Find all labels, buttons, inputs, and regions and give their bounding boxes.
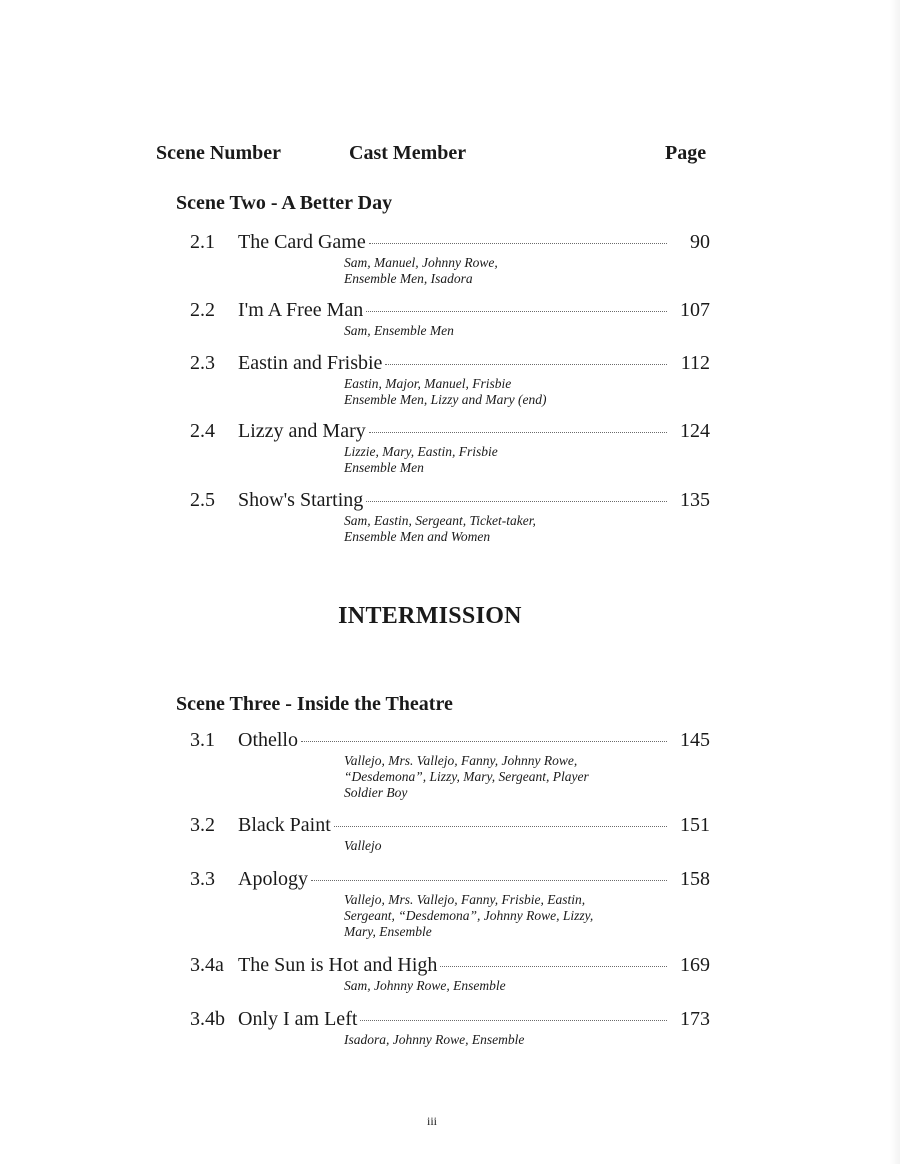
scene-title: Othello [238, 729, 298, 751]
scene-number: 2.5 [190, 489, 215, 511]
scene-title: Black Paint [238, 814, 331, 836]
scene-number: 2.3 [190, 352, 215, 374]
page-number: 151 [680, 814, 710, 836]
toc-entry [190, 953, 710, 994]
scene-title: Only I am Left [238, 1008, 358, 1030]
toc-entry [190, 298, 710, 339]
cast-line: Sergeant, “Desdemona”, Johnny Rowe, Lizzy, [344, 908, 594, 923]
toc-entry [190, 1007, 710, 1048]
dot-leader [440, 966, 667, 967]
scene-title: I'm A Free Man [238, 299, 364, 321]
cast-line: Vallejo [344, 838, 382, 853]
cast-line: Sam, Ensemble Men [344, 323, 454, 338]
page-number: 107 [680, 299, 710, 321]
dot-leader [360, 1020, 667, 1021]
cast-line: Isadora, Johnny Rowe, Ensemble [344, 1032, 525, 1047]
page-number: 112 [680, 352, 710, 374]
scene-number: 3.1 [190, 729, 215, 751]
cast-line: Sam, Johnny Rowe, Ensemble [344, 978, 506, 993]
page-number: 158 [680, 868, 710, 890]
cast-list [344, 838, 644, 854]
dot-leader [366, 501, 667, 502]
cast-line: Soldier Boy [344, 785, 408, 800]
scene-number: 3.4b [190, 1008, 225, 1030]
toc-entry [190, 351, 710, 408]
scene-number: 2.4 [190, 420, 215, 442]
scene-number: 2.1 [190, 231, 215, 253]
cast-line: Sam, Eastin, Sergeant, Ticket-taker, [344, 513, 536, 528]
toc-entry [190, 813, 710, 854]
scene-number: 3.3 [190, 868, 215, 890]
dot-leader [366, 311, 667, 312]
scene-title: Lizzy and Mary [238, 420, 366, 442]
header-scene-number: Scene Number [156, 142, 281, 164]
cast-list [344, 255, 644, 287]
dot-leader [369, 432, 667, 433]
cast-list [344, 323, 644, 339]
scene-title: The Sun is Hot and High [238, 954, 438, 976]
page-number: 169 [680, 954, 710, 976]
toc-entry [190, 488, 710, 545]
cast-line: Vallejo, Mrs. Vallejo, Fanny, Johnny Rowe, [344, 753, 578, 768]
scene-title: Show's Starting [238, 489, 364, 511]
cast-list [344, 376, 644, 408]
toc-entry [190, 867, 710, 940]
dot-leader [369, 243, 667, 244]
cast-list [344, 892, 644, 940]
page-number: 124 [680, 420, 710, 442]
cast-line: Ensemble Men [344, 460, 424, 475]
scene-number: 3.4a [190, 954, 224, 976]
section-title-scene-two: Scene Two - A Better Day [176, 192, 393, 214]
scene-title: Eastin and Frisbie [238, 352, 383, 374]
dot-leader [301, 741, 667, 742]
section-title-scene-three: Scene Three - Inside the Theatre [176, 693, 453, 715]
intermission-heading: INTERMISSION [338, 603, 522, 629]
page-edge-shadow [890, 0, 900, 1164]
scene-title: The Card Game [238, 231, 366, 253]
cast-line: Ensemble Men and Women [344, 529, 491, 544]
toc-entry [190, 419, 710, 476]
header-page: Page [665, 142, 707, 164]
cast-line: Lizzie, Mary, Eastin, Frisbie [344, 444, 498, 459]
dot-leader [334, 826, 667, 827]
cast-list [344, 1032, 644, 1048]
scene-number: 3.2 [190, 814, 215, 836]
cast-line: “Desdemona”, Lizzy, Mary, Sergeant, Player [344, 769, 589, 784]
cast-list [344, 513, 644, 545]
scene-title: Apology [238, 868, 308, 890]
cast-list [344, 444, 644, 476]
cast-list [344, 753, 644, 801]
cast-list [344, 978, 644, 994]
page-folio: iii [426, 1114, 437, 1128]
header-cast-member: Cast Member [349, 142, 467, 164]
toc-entry [190, 728, 710, 801]
toc-entry [190, 230, 710, 287]
page-number: 145 [680, 729, 710, 751]
dot-leader [385, 364, 667, 365]
cast-line: Sam, Manuel, Johnny Rowe, [344, 255, 498, 270]
cast-line: Ensemble Men, Lizzy and Mary (end) [344, 392, 547, 407]
page-number: 173 [680, 1008, 710, 1030]
cast-line: Mary, Ensemble [344, 924, 432, 939]
page-number: 90 [690, 231, 710, 253]
dot-leader [311, 880, 667, 881]
cast-line: Ensemble Men, Isadora [344, 271, 473, 286]
cast-line: Vallejo, Mrs. Vallejo, Fanny, Frisbie, Eastin, [344, 892, 586, 907]
scene-number: 2.2 [190, 299, 215, 321]
page-number: 135 [680, 489, 710, 511]
cast-line: Eastin, Major, Manuel, Frisbie [344, 376, 512, 391]
